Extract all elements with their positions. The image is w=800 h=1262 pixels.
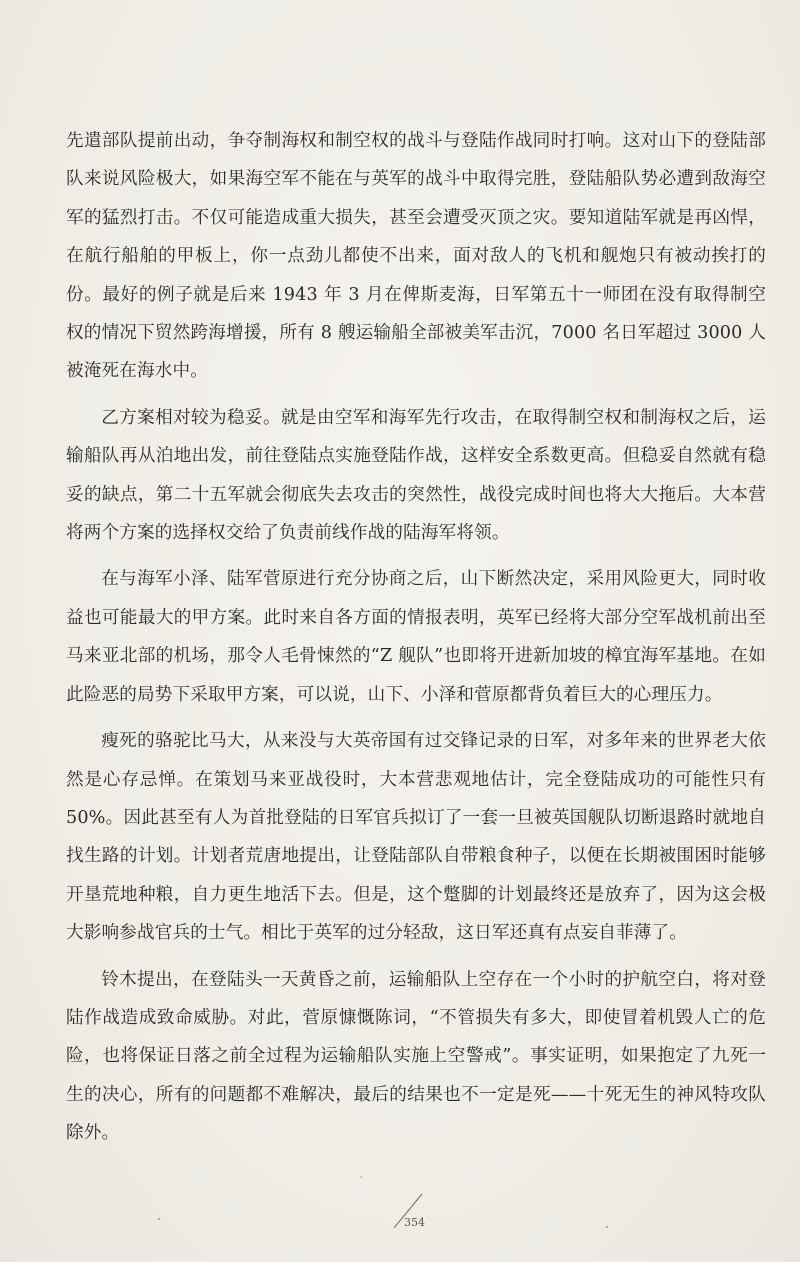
paragraph-2: 乙方案相对较为稳妥。就是由空军和海军先行攻击，在取得制空权和制海权之后，运输船队再从泊地出发，前往登陆点实施登陆作战，这样安全系数更高。但稳妥自然就有稳妥的缺点，第二十五军就会彻底失去攻击的突然性，战役完成时间也将大大拖后。大本营将两个方案的选择权交给了负责前线作战的陆海军将领。 <box>66 407 766 544</box>
paper-speck <box>606 1226 608 1228</box>
paragraph-3: 在与海军小泽、陆军菅原进行充分协商之后，山下断然决定，采用风险更大，同时收益也可能最大的甲方案。此时来自各方面的情报表明，英军已经将大部分空军战机前出至马来亚北部的机场，那令人毛骨悚然的“Z 舰队”也即将开进新加坡的樟宜海军基地。在如此险恶的局势下采取甲方案，可以说，山下、小泽和菅原都背负着巨大的心理压力。 <box>66 569 766 705</box>
paragraph-4: 瘦死的骆驼比马大，从来没与大英帝国有过交锋记录的日军，对多年来的世界老大依然是心存忌惮。在策划马来亚战役时，大本营悲观地估计，完全登陆成功的可能性只有 50%。因此甚至有人为首批登陆的日军官兵拟订了一套一旦被英国舰队切断退路时就地自找生路的计划。计划者荒唐地提出，让登陆部队自带粮食种子，以便在长期被围困时能够开垦荒地种粮，自力更生地活下去。但是，这个蹩脚的计划最终还是放弃了，因为这会极大影响参战官兵的士气。相比于英军的过分轻敌，这日军还真有点妄自菲薄了。 <box>66 731 766 944</box>
page-number: 354 <box>404 1216 425 1229</box>
page-footer <box>360 1168 480 1228</box>
paragraph-5: 铃木提出，在登陆头一天黄昏之前，运输船队上空存在一个小时的护航空白，将对登陆作战造成致命威胁。对此，菅原慷慨陈词，“不管损失有多大，即使冒着机毁人亡的危险，也将保证日落之前全过程为运输船队实施上空警戒”。事实证明，如果抱定了九死一生的决心，所有的问题都不难解决，最后的结果也不一定是死——十死无生的神风特攻队除外。 <box>66 969 766 1144</box>
paragraph-1: 先遣部队提前出动，争夺制海权和制空权的战斗与登陆作战同时打响。这对山下的登陆部队来说风险极大，如果海空军不能在与英军的战斗中取得完胜，登陆船队势必遭到敌海空军的猛烈打击。不仅可能造成重大损失，甚至会遭受灭顶之灾。要知道陆军就是再凶悍，在航行船舶的甲板上，你一点劲儿都使不出来，面对敌人的飞机和舰炮只有被动挨打的份。最好的例子就是后来 1943 年 3 月在俾斯麦海，日军第五十一师团在没有取得制空权的情况下贸然跨海增援，所有 8 艘运输船全部被美军击沉，7000 名日军超过 3000 人被淹死在海水中。 <box>66 131 766 382</box>
body-text <box>66 122 766 1161</box>
paper-speck <box>158 1218 160 1220</box>
